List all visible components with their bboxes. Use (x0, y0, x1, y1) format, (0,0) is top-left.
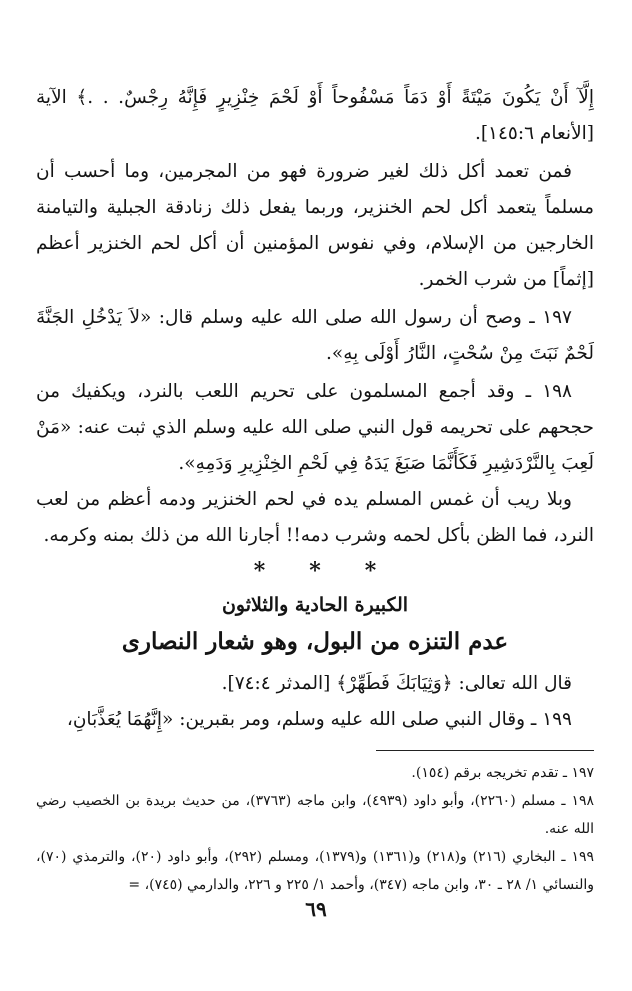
chapter-title-heading: عدم التنزه من البول، وهو شعار النصارى (121, 628, 509, 655)
hadith-198-paragraph: ١٩٨ ـ وقد أجمع المسلمون على تحريم اللعب بالنرد، ويكفيك من حجحهم على تحريمه قول النبي صلى الله عليه وسلم الذي ثبت عنه: «مَنْ لَعِبَ بِالنَّرْدَشِيرِ فَكَأَنَّمَا صَبَغَ يَدَهُ فِي لَحْمِ الخِنْزِيرِ وَدَمِهِ». (36, 381, 594, 474)
verse-continuation-paragraph: إِلَّآ أَنْ يَكُونَ مَيْتَةً أَوْ دَمَاً مَسْفُوحاً أَوْ لَحْمَ خِنْزِيرٍ فَإِنَّهُ رِجْسٌ. . .﴾ الآية [الأنعام ١٤٥:٦]. (36, 87, 594, 144)
separator-star: * (253, 558, 266, 584)
quran-verse-paragraph: قال الله تعالى: ﴿وَثِيَابَكَ فَطَهِّرْ﴾ [المدثر ٧٤:٤]. (221, 673, 572, 694)
separator-star: * (309, 558, 321, 584)
footnote-199: ١٩٩ ـ البخاري (٢١٦) و(٢١٨) و(١٣٦١) و(١٣٧٩)، ومسلم (٢٩٢)، وأبو داود (٢٠)، والترمذي (٧٠)، والنسائي ١/ ٢٨ ـ ٣٠، وابن ماجه (٣٤٧)، وأحمد ١/ ٢٢٥ و ٢٢٦، والدارمي (٧٤٥)، = (36, 849, 594, 893)
footnote-198: ١٩٨ ـ مسلم (٢٢٦٠)، وأبو داود (٤٩٣٩)، وابن ماجه (٣٧٦٣)، من حديث بريدة بن الخصيب رضي الله عنه. (36, 793, 594, 837)
page-content (36, 80, 594, 899)
page-number: ٦٩ (305, 897, 327, 921)
footnote-197: ١٩٧ ـ تقدم تخريجه برقم (١٥٤). (411, 765, 594, 781)
commentary-paragraph-pork: فمن تعمد أكل ذلك لغير ضرورة فهو من المجرمين، وما أحسب أن مسلماً يتعمد أكل لحم الخنزير، وربما يفعل ذلك زنادقة الجبلية والتيامنة الخارجين من الإسلام، وفي نفوس المؤمنين أن أكل لحم الخنزير أعظم [إثماً] من شرب الخمر. (36, 161, 594, 290)
footnote-separator-line (376, 750, 594, 751)
hadith-199-paragraph: ١٩٩ ـ وقال النبي صلى الله عليه وسلم، ومر بقبرين: «إِنَّهُمَا يُعَذَّبَانِ، (66, 709, 572, 730)
chapter-number-heading: الكبيرة الحادية والثلاثون (221, 594, 409, 616)
hadith-197-paragraph: ١٩٧ ـ وصح أن رسول الله صلى الله عليه وسلم قال: «لاَ يَدْخُلِ الجَنَّةَ لَحْمٌ نَبَتَ مِنْ سُحْتٍ، النَّارُ أَوْلَى بِهِ». (36, 307, 594, 364)
commentary-paragraph-dice: وبلا ريب أن غمس المسلم يده في لحم الخنزير ودمه أعظم من لعب النرد، فما الظن بأكل لحمه وشرب دمه!! أجارنا الله من ذلك بمنه وكرمه. (36, 489, 594, 546)
section-separator-stars (36, 558, 594, 584)
separator-star: * (364, 558, 377, 584)
